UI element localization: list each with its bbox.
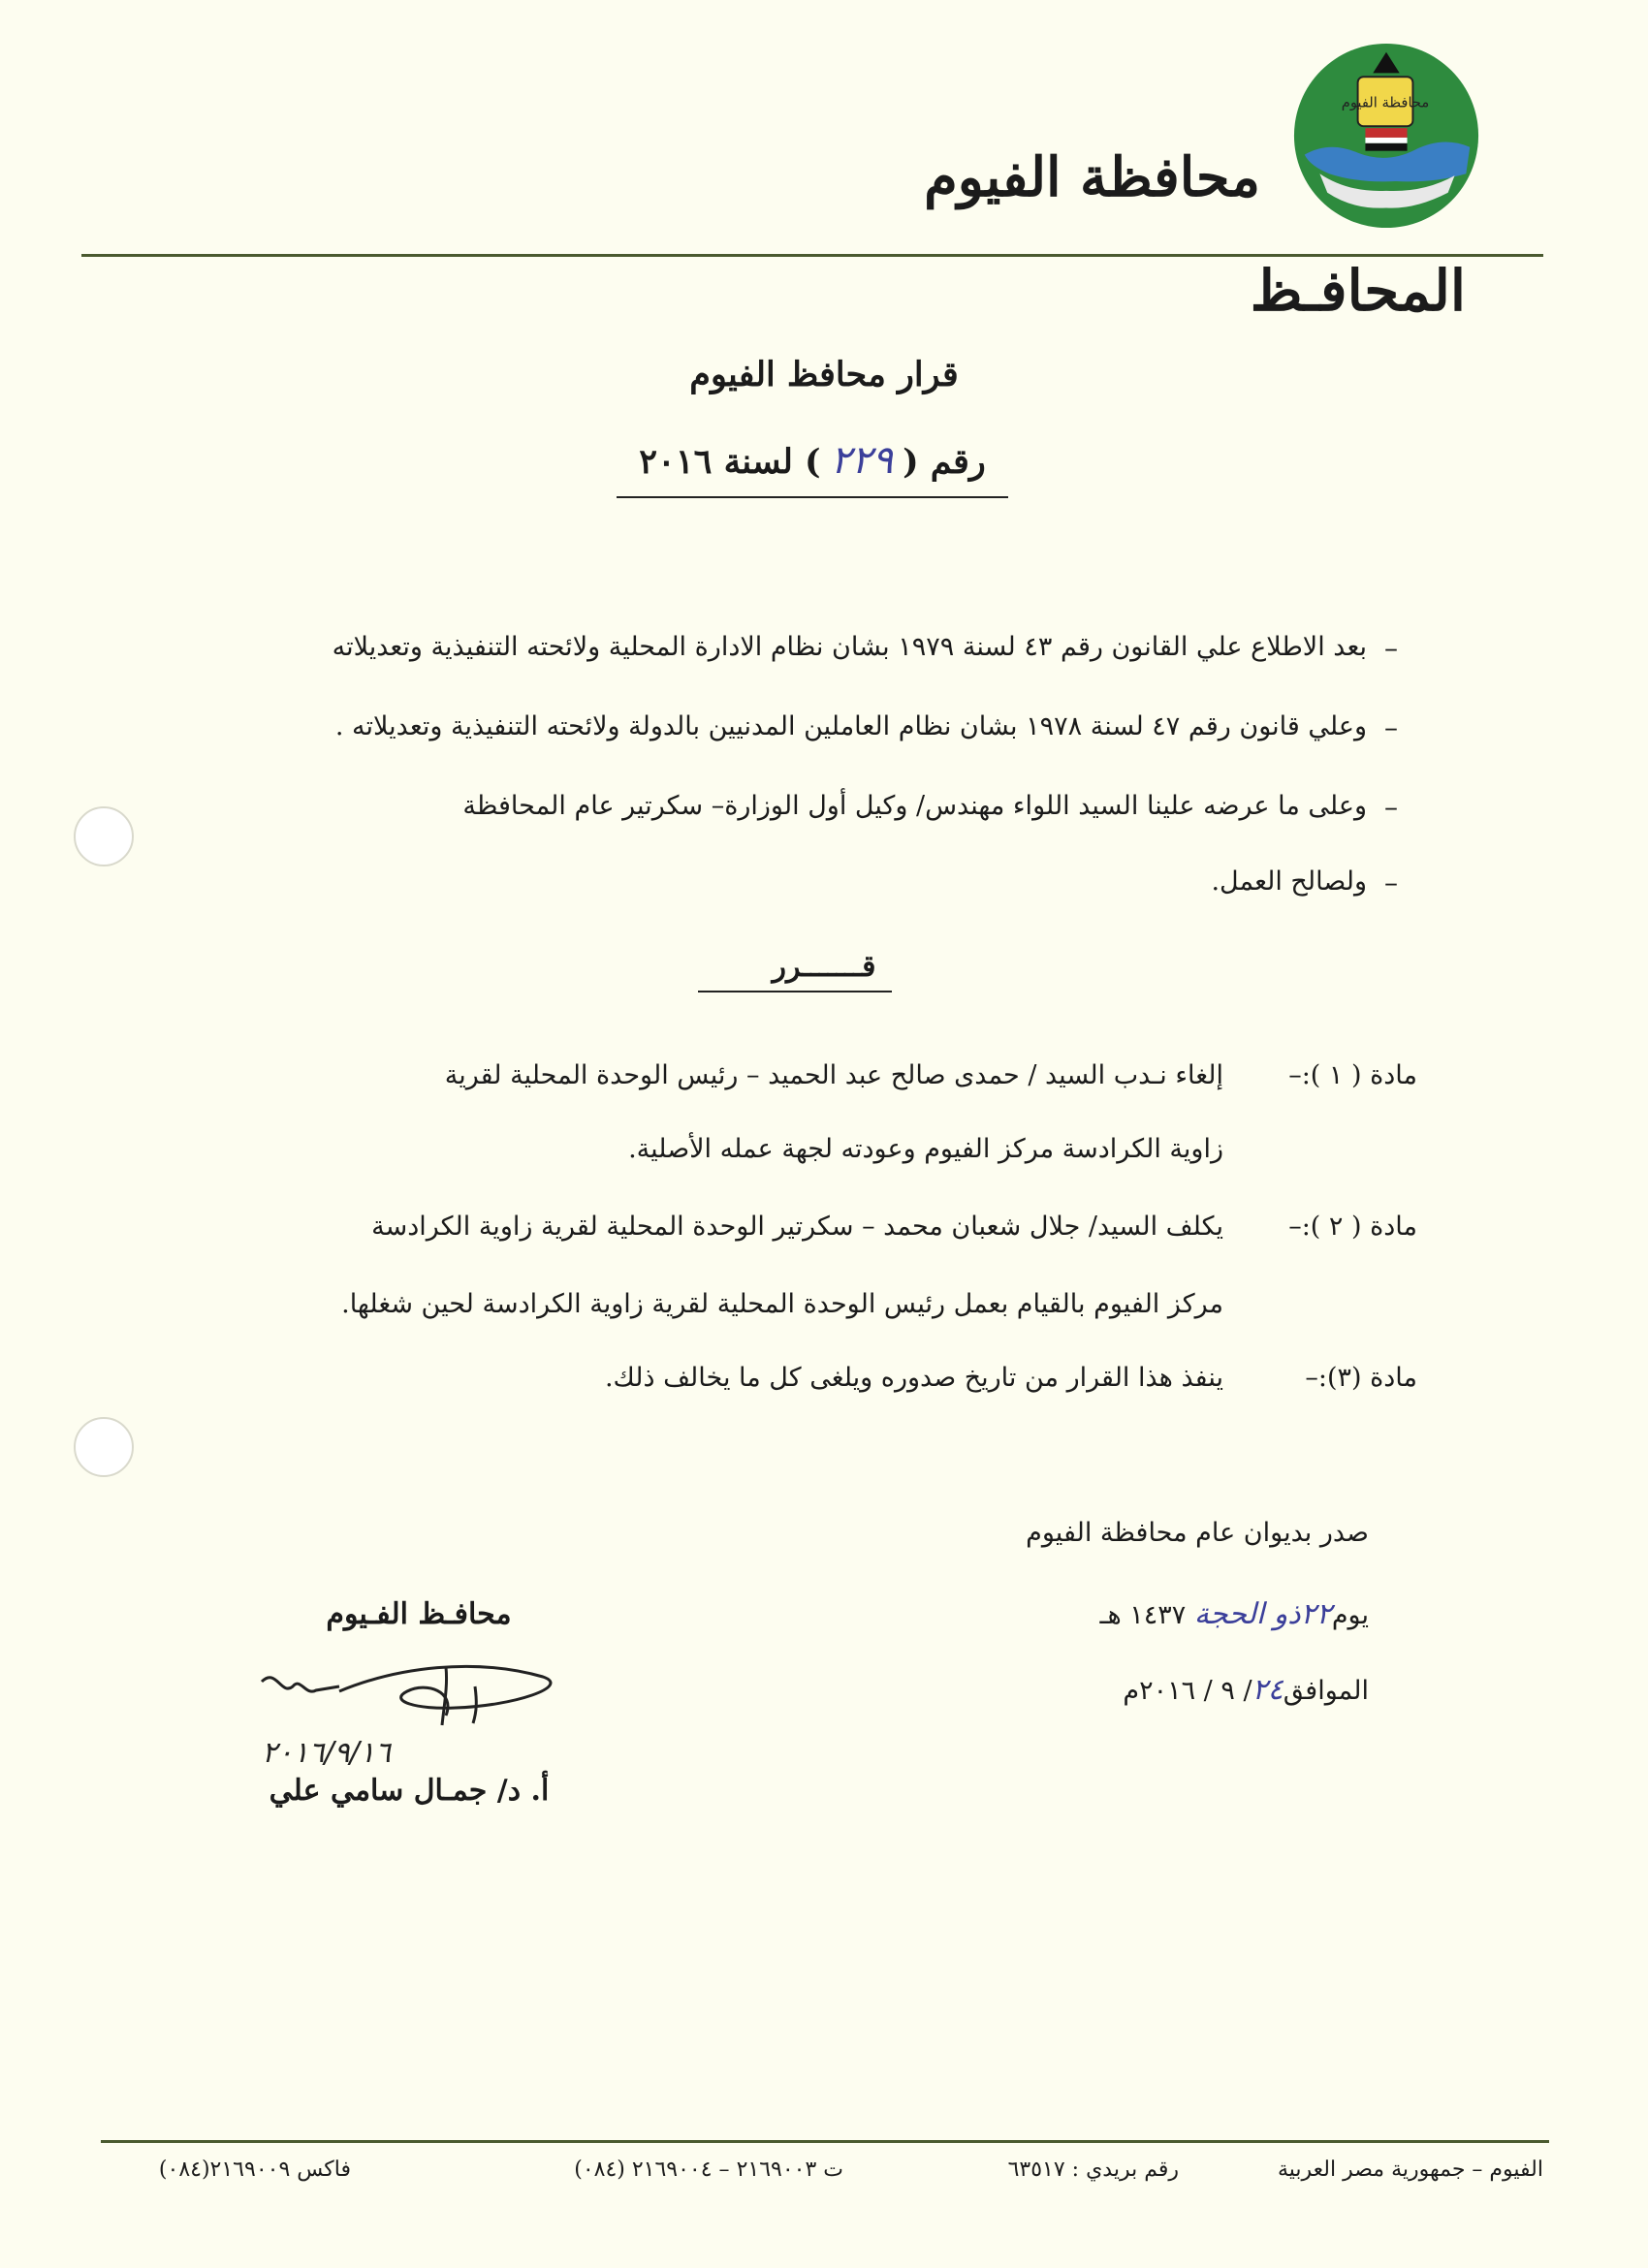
hijri-suffix: ١٤٣٧ هـ [1099,1600,1187,1630]
punch-hole [74,1417,134,1477]
bullet-dash: – [1384,791,1398,823]
footer-phone: ت ٢١٦٩٠٠٣ – ٢١٦٩٠٠٤ (٠٨٤) [574,2158,843,2182]
preamble-item: وعلى ما عرضه علينا السيد اللواء مهندس/ وكيل أول الوزارة– سكرتير عام المحافظة [462,791,1367,821]
footer-address: الفيوم – جمهورية مصر العربية [1277,2158,1543,2182]
article-label: مادة ( ١ ):– [1288,1060,1417,1090]
handwritten-signature [223,1648,591,1793]
hijri-date [1100,1597,1369,1631]
decree-underline [698,991,892,992]
office-title: المحافـظ [1250,258,1466,324]
preamble-item: ولصالح العمل. [1211,866,1367,897]
article-text: إلغاء نـدب السيد / حمدى صالح عبد الحميد – رئيس الوحدة المحلية لقرية [444,1060,1223,1090]
bullet-dash: – [1384,711,1398,743]
article-text: مركز الفيوم بالقيام بعمل رئيس الوحدة المحلية لقرية زاوية الكرادسة لحين شغلها. [341,1289,1223,1319]
bullet-dash: – [1384,866,1398,898]
governorate-logo [1291,41,1481,231]
footer-postal: رقم بريدي : ٦٣٥١٧ [1007,2158,1179,2182]
title-underline [617,496,1008,498]
signatory-title: محافـظ الفـيوم [326,1597,512,1631]
decree-title: قرار محافظ الفيوم [689,355,959,394]
header-divider [81,254,1543,257]
greg-handwritten: ٢٤ [1252,1673,1284,1707]
article-text: زاوية الكرادسة مركز الفيوم وعودته لجهة عمله الأصلية. [628,1134,1223,1164]
gregorian-date [1123,1673,1369,1707]
decree-number-line [618,438,1006,483]
decree-word: قـــــــرر [772,950,876,984]
footer-fax: فاكس ٢١٦٩٠٠٩(٠٨٤) [158,2158,351,2182]
issued-at: صدر بديوان عام محافظة الفيوم [1026,1518,1369,1548]
decree-number-suffix: ) لسنة ٢٠١٦ [639,442,821,482]
article-label: مادة ( ٢ ):– [1288,1212,1417,1242]
governorate-name: محافظة الفيوم [924,145,1260,209]
article-text: يكلف السيد/ جلال شعبان محمد – سكرتير الوحدة المحلية لقرية زاوية الكرادسة [371,1212,1223,1242]
footer-divider [101,2140,1549,2143]
punch-hole [74,806,134,866]
article-label: مادة (٣):– [1305,1363,1417,1393]
preamble-item: وعلي قانون رقم ٤٧ لسنة ١٩٧٨ بشان نظام العاملين المدنيين بالدولة ولائحته التنفيذية وتعديلاته . [334,711,1367,741]
greg-suffix: / ٩ / ٢٠١٦م [1123,1676,1252,1706]
signature-date: ٢٠١٦/٩/١٦ [262,1736,392,1770]
hijri-prefix: يوم [1331,1600,1369,1630]
signatory-name: أ. د/ جمـال سامي علي [269,1774,550,1808]
article-text: ينفذ هذا القرار من تاريخ صدوره ويلغى كل ما يخالف ذلك. [604,1363,1223,1393]
preamble-item: بعد الاطلاع علي القانون رقم ٤٣ لسنة ١٩٧٩ بشان نظام الادارة المحلية ولائحته التنفيذية وتعديلاته [332,632,1367,662]
logo-text: محافظة الفيوم [1341,94,1430,111]
decree-number: ٢٢٩ [830,438,894,483]
bullet-dash: – [1384,632,1398,664]
greg-prefix: الموافق [1283,1676,1369,1706]
decree-number-prefix: رقم ( [903,442,986,482]
hijri-handwritten: ٢٢ذو الحجة [1193,1597,1332,1631]
